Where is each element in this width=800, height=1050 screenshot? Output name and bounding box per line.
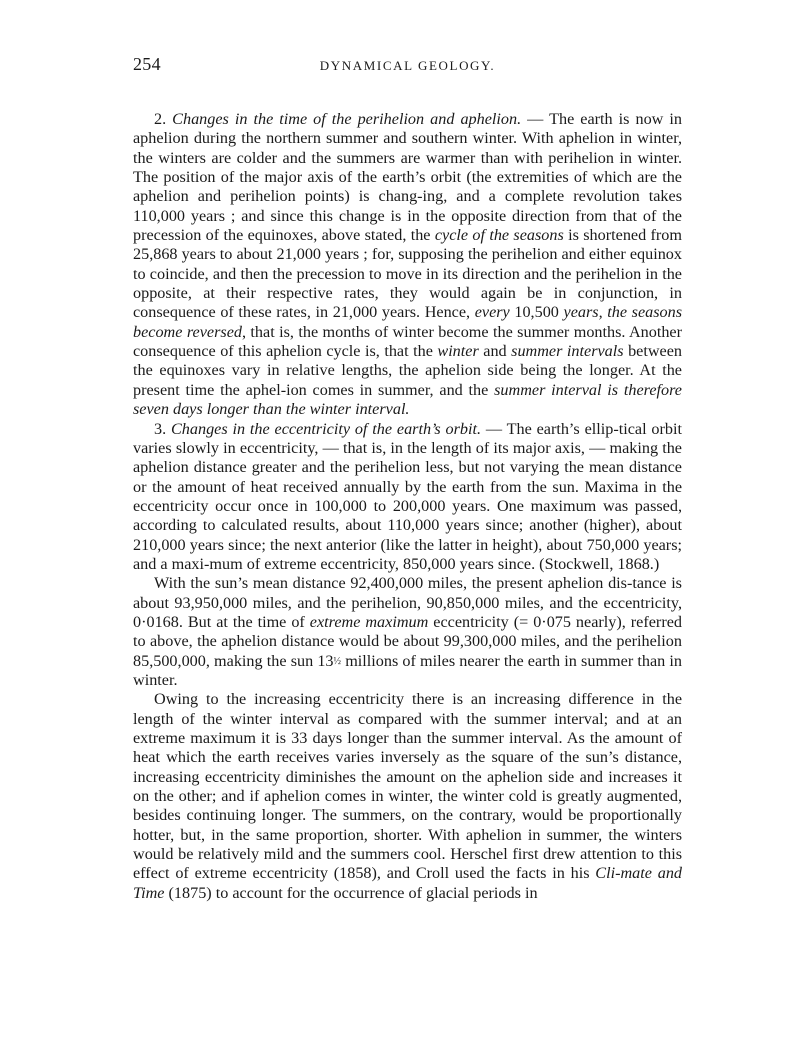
italic-text-run: Cli-mate and Time bbox=[133, 864, 683, 902]
text-run: Owing to the increasing eccentricity there is an increasing difference in the length of the winter interval as compared with the summer interval; and at an extreme maximum it is 33 days longer than the summer interval. As the amount of heat which the earth receives varies inversely as the square of the sun’s distance, increasing eccentricity diminishes the amount on the aphelion side and increases it on the other; and if aphelion comes in winter, the winter cold is greatly augmented, besides continuing longer. The summers, on the contrary, would be proportionally hotter, but, in the same proportion, shorter. With aphelion in summer, the winters would be relatively mild and the summers cool. Herschel first drew attention to this effect of extreme eccentricity (1858), and Croll used the facts in his bbox=[133, 690, 682, 883]
italic-text-run: years, the seasons become reversed bbox=[133, 303, 683, 341]
running-head bbox=[133, 54, 682, 78]
italic-text-run: winter bbox=[437, 342, 479, 361]
paragraph-perihelion-aphelion bbox=[133, 110, 682, 420]
italic-text-run: extreme maximum bbox=[309, 612, 429, 631]
text-run: between the equinoxes vary in relative lengths, the aphelion side being the longer. At the present time the aphel-ion comes in summer, and the bbox=[133, 342, 683, 399]
paragraph-increasing-eccentricity bbox=[133, 690, 682, 903]
text-run: , that is, the months of winter become the summer months. Another consequence of this aphelion cycle is, that the bbox=[133, 322, 682, 361]
paragraph-eccentricity bbox=[133, 420, 682, 575]
italic-text-run: cycle of the seasons bbox=[434, 226, 564, 245]
italic-text-run: summer interval is therefore seven days longer than the winter interval. bbox=[133, 380, 682, 419]
text-run: — The earth’s ellip-tical orbit varies slowly in eccentricity, — that is, in the length of its major axis, — making the aphelion distance greater and the perihelion less, but not varying the mean distance or the amount of heat received annually by the earth from the sun. Maxima in the eccentricity occur once in 100,000 to 200,000 years. One maximum was passed, according to calculated results, about 110,000 years since; another (higher), about 210,000 years since; the next anterior (like the latter in height), about 750,000 years; and a maxi-mum of extreme eccentricity, 850,000 years since. (Stockwell, 1868.) bbox=[133, 419, 682, 573]
running-title: DYNAMICAL GEOLOGY. bbox=[319, 58, 496, 73]
text-run: 3. bbox=[154, 419, 171, 438]
italic-text-run: Changes in the eccentricity of the earth’s orbit. bbox=[170, 419, 482, 438]
page-number: 254 bbox=[133, 54, 161, 74]
text-run: eccentricity (= 0·075 nearly), referred to above, the aphelion distance would be about 99,300,000 miles, and the perihelion 85,500,000, making the sun 13 bbox=[133, 612, 682, 670]
text-run: and bbox=[478, 342, 512, 361]
text-run: is shortened from 25,868 years to about 21,000 years ; for, supposing the perihelion and either equinox to coincide, and then the precession to move in its direction and the perihelion in the opposite, at their respective rates, they would again be in conjunction, in consequence of these rates, in 21,000 years. Hence, bbox=[133, 226, 682, 322]
italic-text-run: Changes in the time of the perihelion and aphelion. bbox=[172, 110, 522, 128]
text-run: — The earth is now in aphelion during the northern summer and southern winter. With aphelion in winter, the winters are colder and the summers are warmer than with perihelion in winter. The position of the major axis of the earth’s orbit (the extremities of which are the aphelion and perihelion points) is chang-ing, and a complete revolution takes 110,000 years ; and since this change is in the opposite direction from that of the precession of the equinoxes, above stated, the bbox=[133, 110, 682, 245]
body-text bbox=[133, 110, 682, 903]
text-run: 10,500 bbox=[509, 303, 564, 322]
paragraph-sun-distance bbox=[133, 574, 682, 690]
text-run: millions of miles nearer the earth in summer than in winter. bbox=[133, 651, 682, 689]
italic-text-run: every bbox=[474, 303, 510, 322]
text-run: (1875) to account for the occurrence of glacial periods in bbox=[164, 883, 538, 902]
text-run: With the sun’s mean distance 92,400,000 miles, the present aphelion dis-tance is about 93,950,000 miles, and the perihelion, 90,850,000 miles, and the eccentricity, 0·0168. But at the time of bbox=[133, 574, 682, 631]
italic-text-run: summer intervals bbox=[511, 342, 624, 361]
text-run: 2. bbox=[154, 110, 173, 128]
fraction-glyph: ½ bbox=[333, 655, 342, 667]
